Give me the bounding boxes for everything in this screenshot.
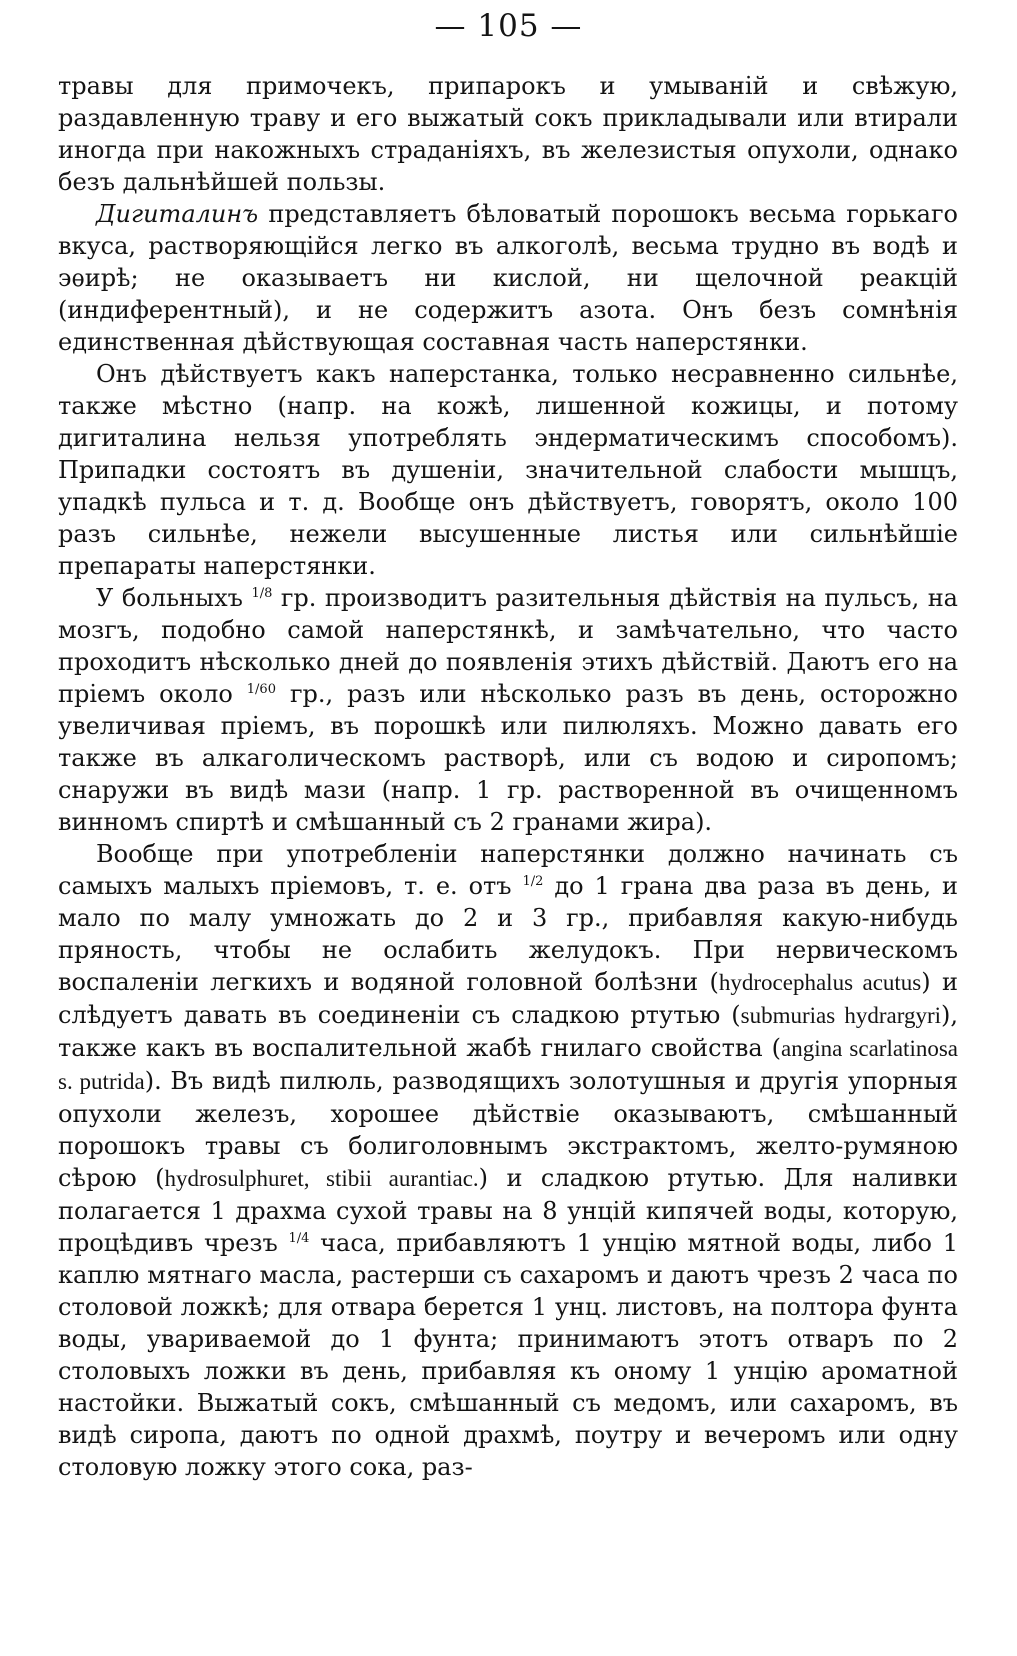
- fraction: 1/2: [522, 874, 544, 889]
- latin-term: hydrocephalus acutus: [718, 970, 922, 995]
- text-segment: ), также какъ въ воспалительной жабѣ гнилаго свойства (: [58, 1001, 958, 1062]
- fraction: 1/60: [246, 682, 276, 697]
- text-segment: до 1 грана два раза въ день, и мало по малу умножать до 2 и 3 гр., прибавляя какую-нибудь пряность, чтобы не ослабить желудокъ. При нервическомъ воспаленіи легкихъ и водяной головной болѣзни (: [58, 872, 958, 996]
- text-segment: представляетъ бѣловатый порошокъ весьма горькаго вкуса, растворяющійся легко въ алкоголѣ, весьма трудно въ водѣ и эѳирѣ; не оказываетъ ни кислой, ни щелочной реакцій (индиферентный), и не содержитъ азота. Онъ безъ сомнѣнія единственная дѣйствующая составная часть наперстянки.: [58, 200, 958, 356]
- paragraph-2: [58, 198, 958, 358]
- latin-term: submurias hydrargyri: [740, 1003, 941, 1028]
- text-segment: ) и слѣдуетъ давать въ соединеніи съ сладкою ртутью (: [58, 968, 958, 1029]
- text-segment: гр., разъ или нѣсколько разъ въ день, осторожно увеличивая пріемъ, въ порошкѣ или пилюляхъ. Можно давать его также въ алкаголическомъ растворѣ, или съ водою и сиропомъ; снаружи въ видѣ мази (напр. 1 гр. растворенной въ очищенномъ винномъ спиртѣ и смѣшанный съ 2 гранами жира).: [58, 680, 959, 836]
- fraction: 1/4: [288, 1231, 310, 1246]
- text-segment: Вообще при употребленіи наперстянки должно начинать съ самыхъ малыхъ пріемовъ, т. е. отъ: [58, 840, 958, 900]
- text-segment: ) и сладкою ртутью. Для наливки полагается 1 драхма сухой травы на 8 унцій кипячей воды, которую, процѣдивъ чрезъ: [58, 1164, 958, 1257]
- text-segment: ). Въ видѣ пилюль, разводящихъ золотушныя и другія упорныя опухоли железъ, хорошее дѣйствіе оказываютъ, смѣшанный порошокъ травы съ болиголовнымъ экстрактомъ, желто-румяною сѣрою (: [58, 1067, 958, 1192]
- paragraph-5: [58, 838, 958, 1483]
- body-text: [58, 70, 958, 1483]
- term-digitalin: Дигиталинъ: [96, 200, 259, 228]
- paragraph-4: [58, 582, 958, 838]
- text-segment: гр. производитъ разительныя дѣйствія на пульсъ, на мозгъ, подобно самой наперстянкѣ, и замѣчательно, что часто проходитъ нѣсколько дней до появленія этихъ дѣйствій. Даютъ его на пріемъ около: [58, 584, 958, 708]
- text-segment: часа, прибавляютъ 1 унцію мятной воды, либо 1 каплю мятнаго масла, растерши съ сахаромъ и даютъ чрезъ 2 часа по столовой ложкѣ; для отвара берется 1 унц. листовъ, на полтора фунта воды, увариваемой до 1 фунта; принимаютъ этотъ отваръ по 2 столовыхъ ложки въ день, прибавляя къ оному 1 унцію ароматной настойки. Выжатый сокъ, смѣшанный съ медомъ, или сахаромъ, въ видѣ сиропа, даютъ по одной драхмѣ, поутру и вечеромъ или одну столовую ложку этого сока, раз-: [58, 1229, 958, 1481]
- text-segment: У больныхъ: [96, 584, 252, 612]
- latin-term: hydrosulphuret, stibii aurantiac.: [164, 1166, 479, 1191]
- paragraph-1: [58, 70, 958, 198]
- paragraph-3: [58, 358, 958, 582]
- fraction: 1/8: [251, 586, 273, 601]
- latin-term: angina scarlatinosa s. putrida: [58, 1036, 958, 1094]
- text-segment: Онъ дѣйствуетъ какъ наперстанка, только несравненно сильнѣе, также мѣстно (напр. на кожѣ, лишенной кожицы, и потому дигиталина нельзя употреблять эндерматическимъ способомъ). Припадки состоятъ въ душеніи, значительной слабости мышцъ, упадкѣ пульса и т. д. Вообще онъ дѣйствуетъ, говорятъ, около 100 разъ сильнѣе, нежели высушенные листья или сильнѣйшіе препараты наперстянки.: [58, 360, 958, 580]
- text-segment: травы для примочекъ, припарокъ и умываній и свѣжую, раздавленную траву и его выжатый сокъ прикладывали или втирали иногда при накожныхъ страданіяхъ, въ железистыя опухоли, однако безъ дальнѣйшей пользы.: [58, 72, 958, 196]
- page-number: — 105 —: [434, 8, 583, 44]
